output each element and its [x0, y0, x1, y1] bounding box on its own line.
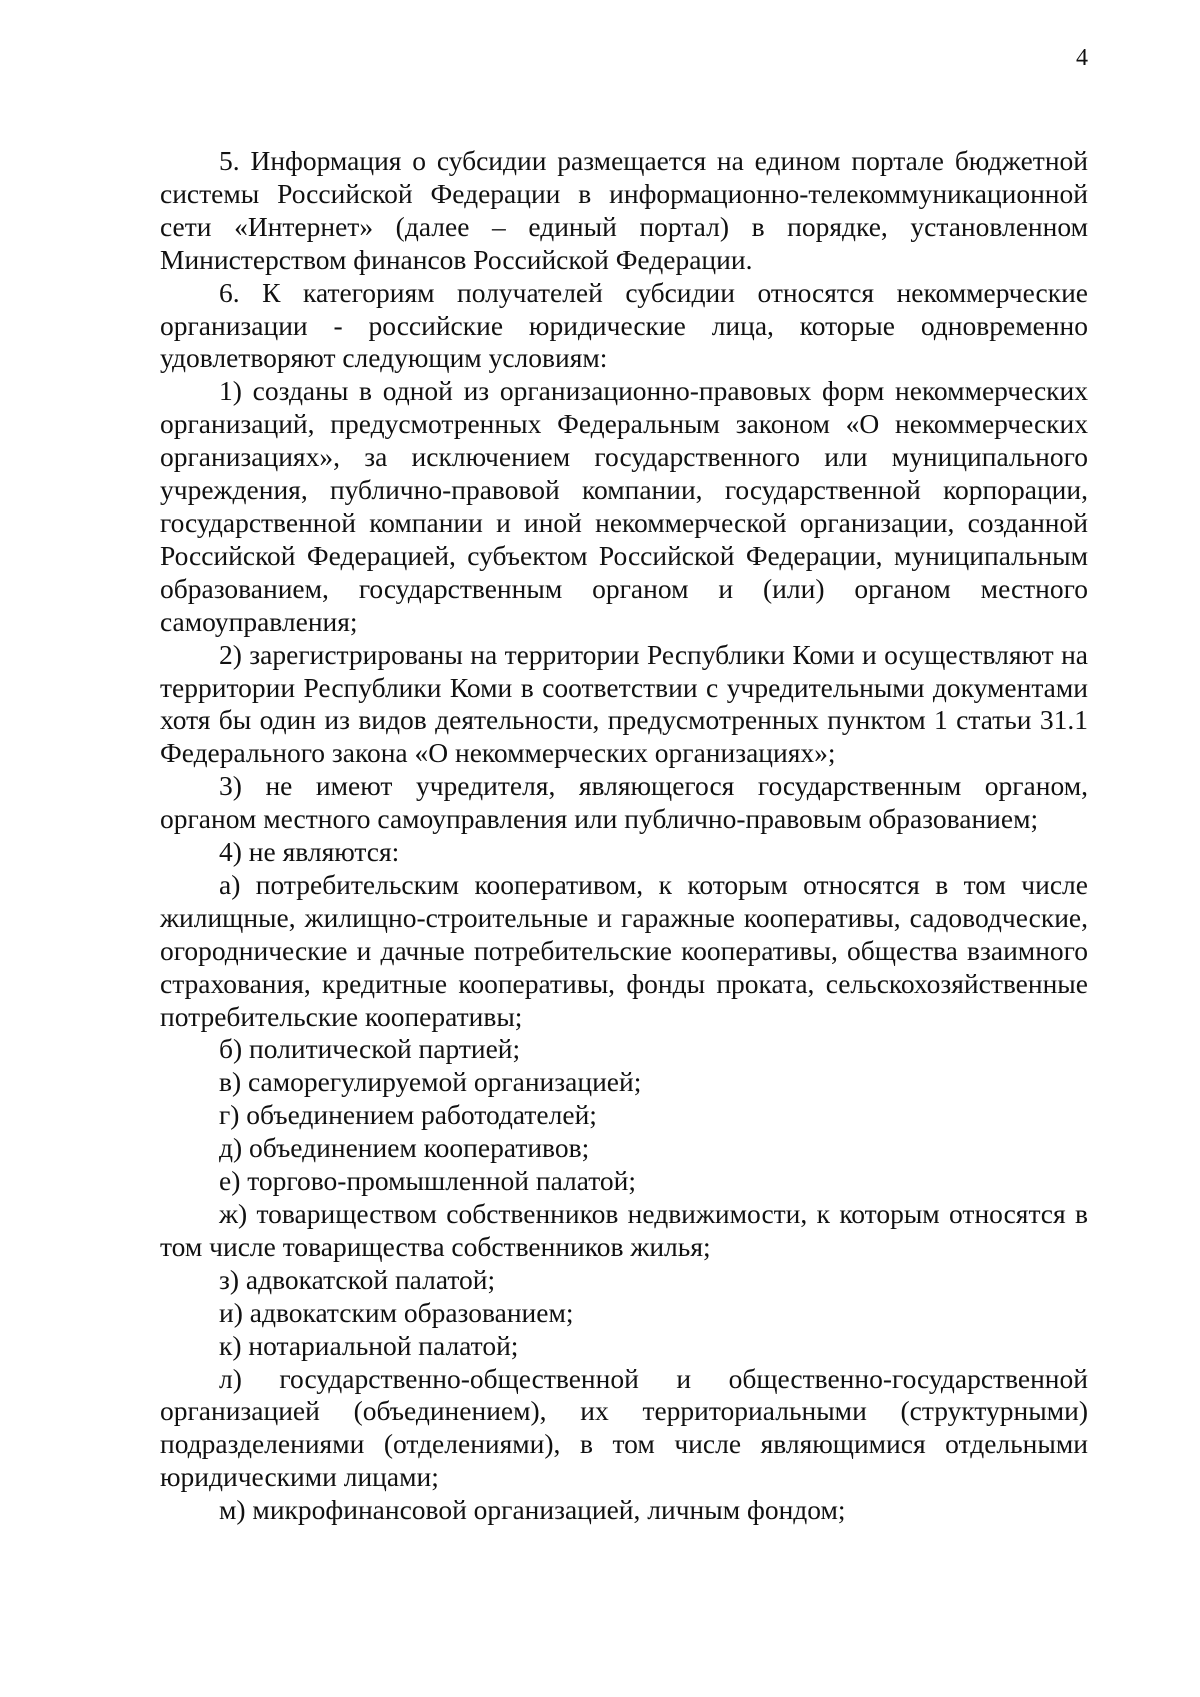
exclusion-l: л) государственно-общественной и общественно-государственной организацией (объединением), их территориальными (структурными) подразделениями (отделениями), в том числе являющимися отдельными юридическими лицами;: [160, 1362, 1088, 1493]
exclusion-i: и) адвокатским образованием;: [219, 1296, 574, 1328]
paragraph-5-subsidy-info: 5. Информация о субсидии размещается на едином портале бюджетной системы Российской Федерации в информационно-телекоммуникационной сети «Интернет» (далее – единый портал) в порядке, установленном Министерством финансов Российской Федерации.: [160, 145, 1088, 275]
condition-4-exclusions: 4) не являются:: [219, 836, 400, 868]
exclusion-e: е) торгово-промышленной палатой;: [219, 1165, 637, 1197]
document-body: [160, 145, 1088, 1527]
exclusion-m: м) микрофинансовой организацией, личным фондом;: [219, 1494, 846, 1526]
exclusion-b: б) политической партией;: [219, 1033, 521, 1065]
page-number: 4: [1076, 45, 1088, 71]
condition-1-legal-form: 1) созданы в одной из организационно-правовых форм некоммерческих организаций, предусмотренных Федеральным законом «О некоммерческих организациях», за исключением государственного или муниципального учреждения, публично-правовой компании, государственной корпорации, государственной компании и иной некоммерческой организации, созданной Российской Федерацией, субъектом Российской Федерации, муниципальным образованием, государственным органом и (или) органом местного самоуправления;: [160, 375, 1088, 637]
exclusion-a: а) потребительским кооперативом, к которым относятся в том числе жилищные, жилищно-строительные и гаражные кооперативы, садоводческие, огороднические и дачные потребительские кооперативы, общества взаимного страхования, кредитные кооперативы, фонды проката, сельскохозяйственные потребительские кооперативы;: [160, 868, 1088, 1032]
paragraph-6-recipient-categories: 6. К категориям получателей субсидии относятся некоммерческие организации - российские юридические лица, которые одновременно удовлетворяют следующим условиям:: [160, 276, 1088, 374]
exclusion-v: в) саморегулируемой организацией;: [219, 1066, 642, 1098]
exclusion-zh: ж) товариществом собственников недвижимости, к которым относятся в том числе товарищества собственников жилья;: [160, 1198, 1088, 1262]
condition-2-registration: 2) зарегистрированы на территории Республики Коми и осуществляют на территории Республики Коми в соответствии с учредительными документами хотя бы один из видов деятельности, предусмотренных пунктом 1 статьи 31.1 Федерального закона «О некоммерческих организациях»;: [160, 638, 1088, 769]
exclusion-k: к) нотариальной палатой;: [219, 1329, 519, 1361]
exclusion-z: з) адвокатской палатой;: [219, 1263, 496, 1295]
condition-3-founder: 3) не имеют учредителя, являющегося государственным органом, органом местного самоуправления или публично-правовым образованием;: [160, 770, 1088, 835]
exclusion-d: д) объединением кооперативов;: [219, 1132, 590, 1164]
exclusion-g: г) объединением работодателей;: [219, 1099, 597, 1131]
